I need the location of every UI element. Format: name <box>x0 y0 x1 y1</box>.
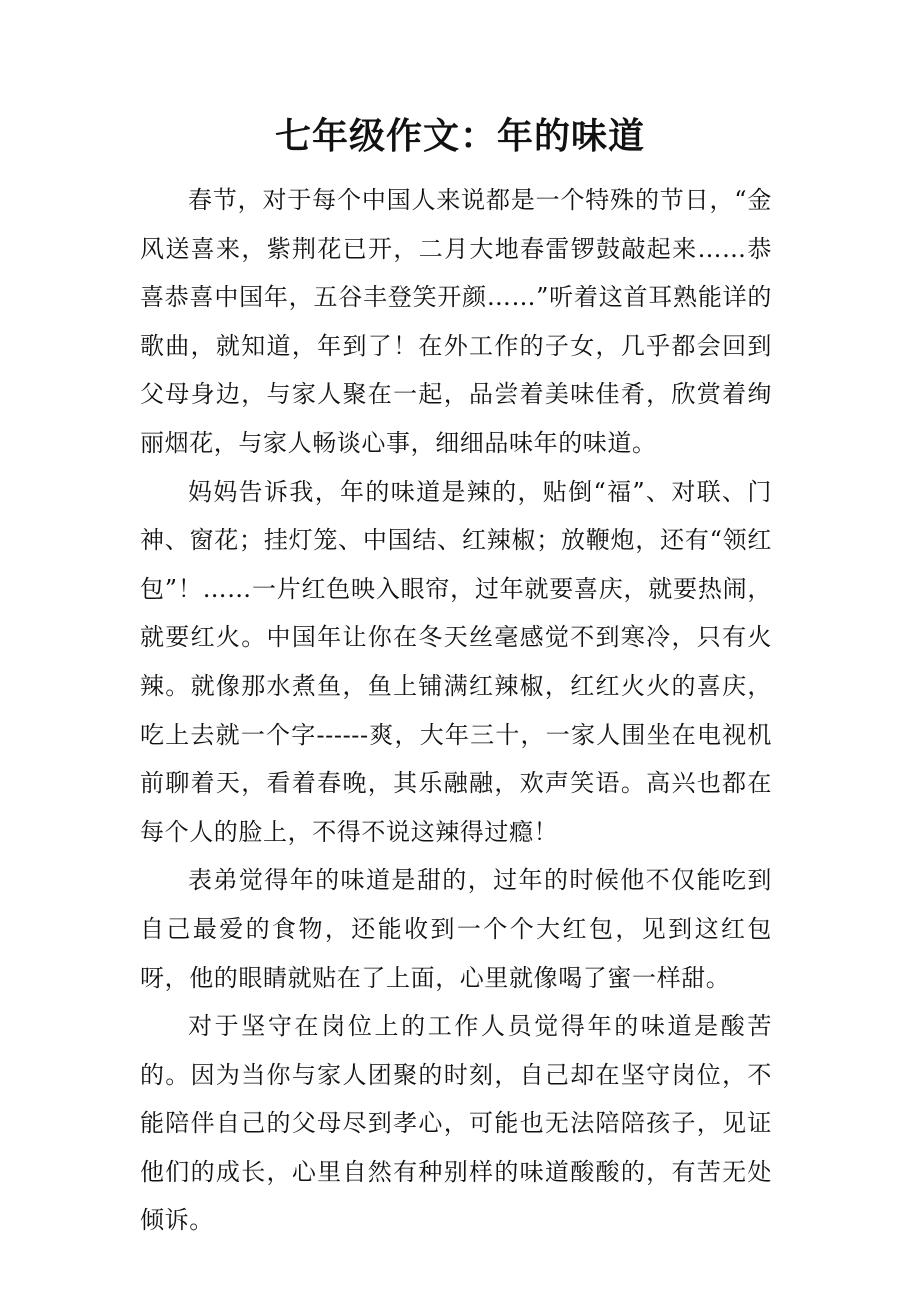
essay-body <box>140 176 772 1245</box>
paragraph-3: 表弟觉得年的味道是甜的，过年的时候他不仅能吃到自己最爱的食物，还能收到一个个大红包，见到这红包呀，他的眼睛就贴在了上面，心里就像喝了蜜一样甜。 <box>140 866 772 992</box>
paragraph-2: 妈妈告诉我，年的味道是辣的，贴倒“福”、对联、门神、窗花；挂灯笼、中国结、红辣椒；放鞭炮，还有“领红包”！……一片红色映入眼帘，过年就要喜庆，就要热闹，就要红火。中国年让你在冬天丝毫感觉不到寒冷，只有火辣。就像那水煮鱼，鱼上铺满红辣椒，红红火火的喜庆，吃上去就一个字------爽，大年三十，一家人围坐在电视机前聊着天，看着春晚，其乐融融，欢声笑语。高兴也都在每个人的脸上，不得不说这辣得过瘾！ <box>140 477 772 846</box>
paragraph-1: 春节，对于每个中国人来说都是一个特殊的节日，“金风送喜来，紫荆花已开，二月大地春雷锣鼓敲起来……恭喜恭喜中国年，五谷丰登笑开颜……”听着这首耳熟能详的歌曲，就知道，年到了！在外工作的子女，几乎都会回到父母身边，与家人聚在一起，品尝着美味佳肴，欣赏着绚丽烟花，与家人畅谈心事，细细品味年的味道。 <box>140 186 772 457</box>
page-title: 七年级作文：年的味道 <box>274 115 645 157</box>
paragraph-4: 对于坚守在岗位上的工作人员觉得年的味道是酸苦的。因为当你与家人团聚的时刻，自己却在坚守岗位，不能陪伴自己的父母尽到孝心，可能也无法陪陪孩子，见证他们的成长，心里自然有种别样的味道酸酸的，有苦无处倾诉。 <box>140 1012 772 1235</box>
